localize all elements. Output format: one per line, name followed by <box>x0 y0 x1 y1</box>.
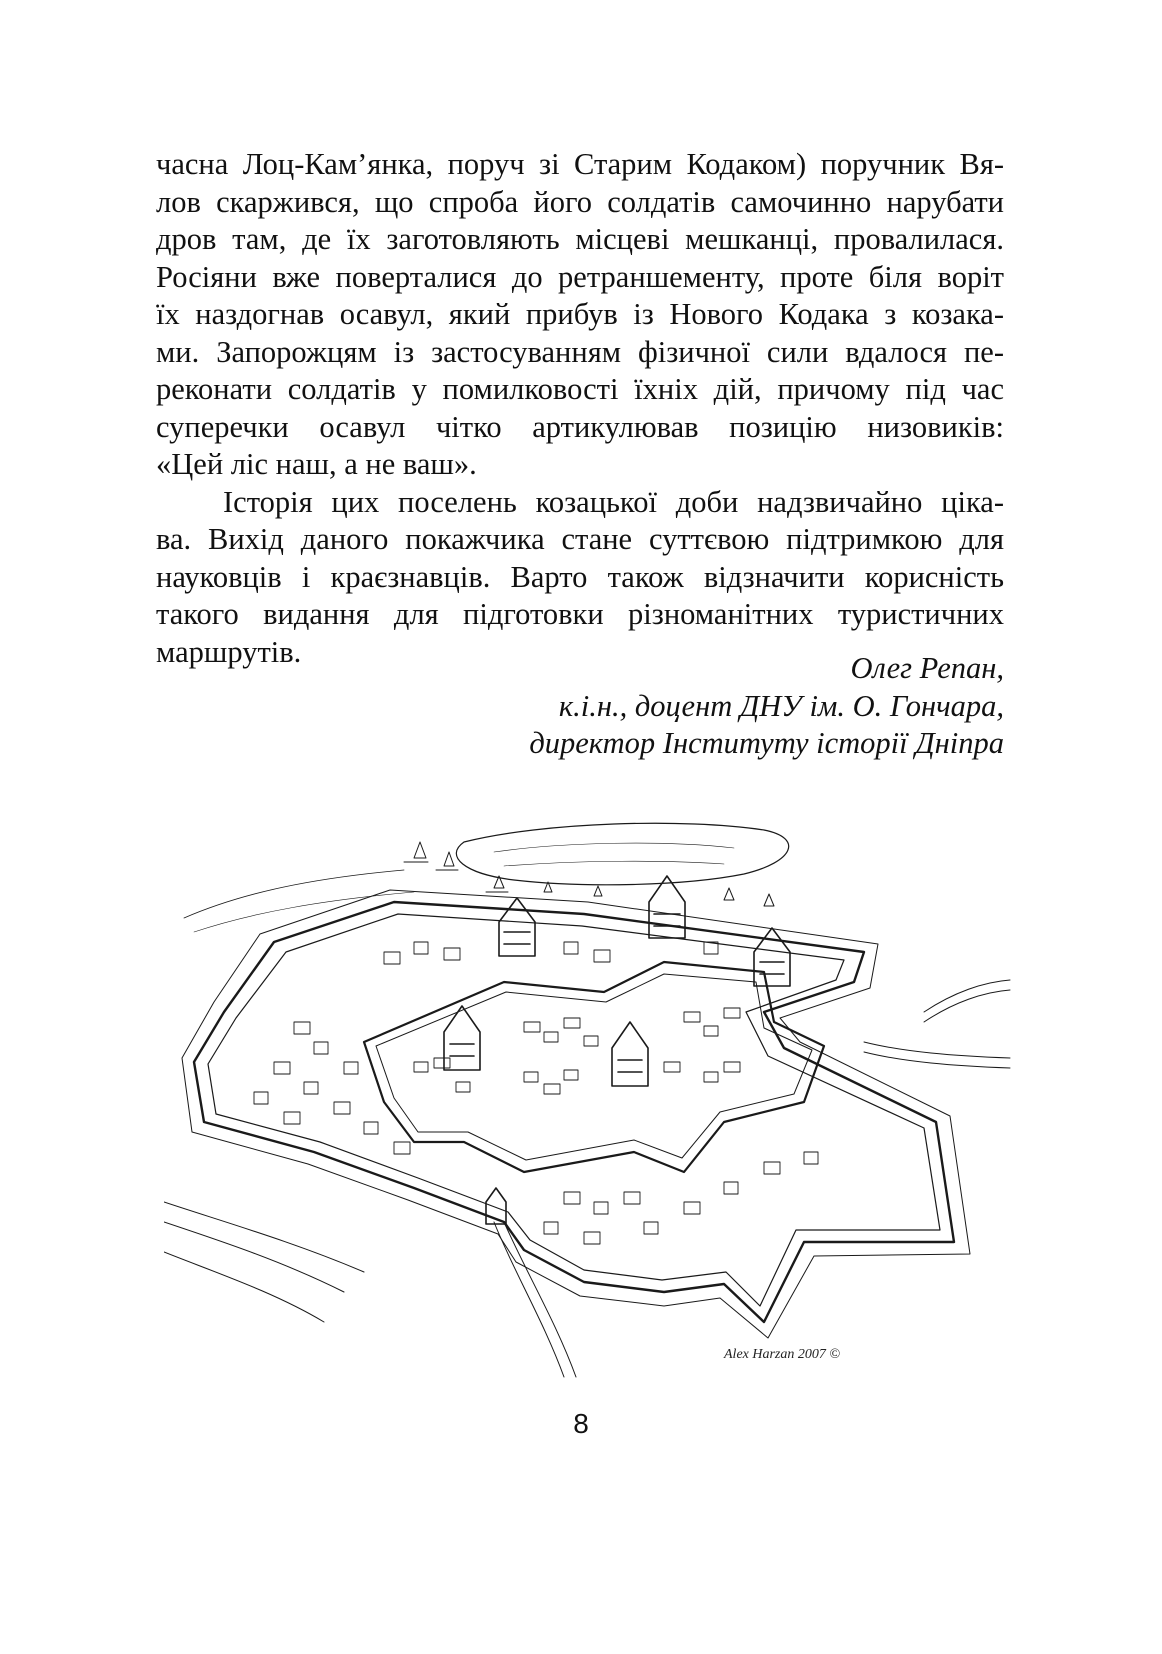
text-line: лов скаржився, що спроба його солдатів самочинно нарубати <box>156 184 1004 219</box>
page-number: 8 <box>573 1408 589 1439</box>
text-line: дров там, де їх заготовляють місцеві мешканці, провалилася. <box>156 222 1004 256</box>
river-island <box>184 823 789 932</box>
houses <box>254 942 818 1244</box>
text-line: «Цей ліс наш, а не ваш». <box>156 447 477 481</box>
author-position: директор Інституту історії Дніпра <box>529 726 1004 760</box>
text-line: Росіяни вже поверталися до ретраншементу, проте біля воріт <box>156 259 1004 294</box>
inner-citadel <box>364 962 824 1172</box>
text-line: такого видання для підготовки різноманітних туристичних <box>156 597 1004 631</box>
text-line: реконати солдатів у помилковості їхніх дій, причому під час <box>156 372 1004 406</box>
text-line: їх наздогнав осавул, який прибув із Нового Кодака з козака- <box>156 297 1004 331</box>
roads <box>164 980 1010 1377</box>
artist-signature: Alex Harzan 2007 © <box>724 1347 841 1362</box>
text-line: Історія цих поселень козацької доби надзвичайно ціка- <box>223 484 1004 519</box>
author-degree: к.і.н., доцент ДНУ ім. О. Гончара, <box>558 688 1004 723</box>
fortress-illustration <box>164 822 1012 1382</box>
towers <box>444 876 790 1224</box>
boats <box>404 842 774 906</box>
author-signature <box>529 650 1004 763</box>
body-text <box>156 146 1004 671</box>
text-line: маршрутів. <box>156 634 302 669</box>
text-line: науковців і краєзнавців. Варто також відзначити корисність <box>156 559 1004 594</box>
author-name: Олег Репан, <box>850 651 1004 685</box>
text-line: ва. Вихід даного покажчика стане суттєвою підтримкою для <box>156 522 1004 556</box>
text-line: суперечки осавул чітко артикулював позицію низовиків: <box>156 409 1004 444</box>
text-line: часна Лоц-Кам’янка, поруч зі Старим Кодаком) поручник Вя- <box>156 147 1004 181</box>
text-line: ми. Запорожцям із застосуванням фізичної сили вдалося пе- <box>156 334 1004 369</box>
